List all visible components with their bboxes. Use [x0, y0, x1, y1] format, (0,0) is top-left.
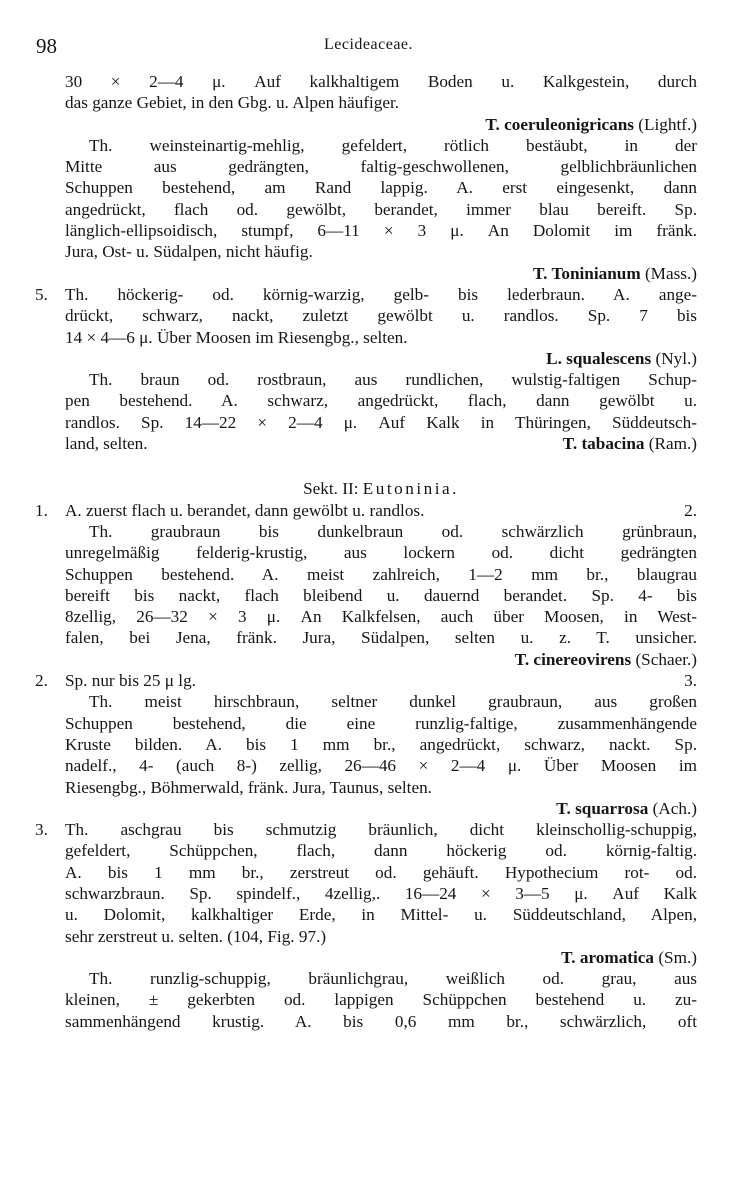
species-name: T. tabacina — [562, 434, 645, 454]
line-text: Schuppen bestehend, am Rand lappig. A. erst eingesenkt, dann — [65, 178, 697, 198]
text-line — [35, 500, 697, 521]
species-name-line — [563, 433, 697, 454]
line-text: A. bis 1 mm br., zerstreut od. gehäuft. Hypothecium rot- od. — [65, 862, 697, 882]
text-line — [65, 755, 697, 776]
species-name-line — [65, 649, 697, 670]
text-line — [65, 135, 697, 156]
species-author: (Sm.) — [654, 947, 697, 967]
species-name: L. squalescens — [546, 348, 652, 368]
section-heading — [65, 478, 697, 499]
key-number: 3. — [35, 820, 48, 840]
species-name: T. cinereovirens — [514, 649, 632, 669]
line-text: A. zuerst flach u. berandet, dann gewölbt u. randlos. — [65, 500, 425, 520]
species-author: (Lightf.) — [633, 114, 697, 134]
text-line — [65, 606, 697, 627]
text-line — [65, 926, 697, 947]
text-line — [65, 220, 697, 241]
text-line — [65, 521, 697, 542]
species-name-line — [65, 263, 697, 284]
line-text: gefeldert, Schüppchen, flach, dann höckerig od. körnig-faltig. — [65, 841, 697, 861]
line-text: unregelmäßig felderig-krustig, aus lockern od. dicht gedrängten — [65, 543, 697, 563]
species-name: T. aromatica — [561, 947, 655, 967]
line-text: Jura, Ost- u. Südalpen, nicht häufig. — [65, 242, 313, 262]
text-line — [65, 862, 697, 883]
species-name-line — [65, 348, 697, 369]
text-line — [65, 71, 697, 92]
line-text: Kruste bilden. A. bis 1 mm br., angedrückt, schwarz, nackt. Sp. — [65, 734, 697, 754]
text-line — [65, 904, 697, 925]
text-line — [65, 92, 697, 113]
line-text: sammenhängend krustig. A. bis 0,6 mm br., schwärzlich, oft — [65, 1011, 697, 1031]
text-line — [35, 284, 697, 305]
text-line — [65, 177, 697, 198]
text-line — [65, 585, 697, 606]
text-line — [65, 305, 697, 326]
line-text: Schuppen bestehend, die eine runzlig-faltige, zusammenhängende — [65, 713, 697, 733]
text-line — [65, 734, 697, 755]
text-line — [65, 156, 697, 177]
line-text: Th. runzlig-schuppig, bräunlichgrau, weißlich od. grau, aus — [89, 969, 697, 989]
line-text: Riesengbg., Böhmerwald, fränk. Jura, Taunus, selten. — [65, 777, 432, 797]
lead-number: 2. — [684, 500, 697, 520]
line-text: u. Dolomit, kalkhaltiger Erde, in Mittel- u. Süddeutschland, Alpen, — [65, 905, 697, 925]
page-body — [35, 71, 697, 1032]
species-author: (Nyl.) — [651, 348, 697, 368]
text-line — [65, 564, 697, 585]
text-line — [65, 412, 697, 433]
line-text: pen bestehend. A. schwarz, angedrückt, flach, dann gewölbt u. — [65, 391, 697, 411]
text-line — [65, 627, 697, 648]
text-line — [65, 199, 697, 220]
section-name: Eutoninia. — [362, 479, 459, 499]
text-line — [35, 670, 697, 691]
text-line — [65, 691, 697, 712]
text-line — [65, 542, 697, 563]
text-line — [65, 390, 697, 411]
text-line — [65, 713, 697, 734]
line-text: 14 × 4—6 μ. Über Moosen im Riesengbg., selten. — [65, 327, 408, 347]
line-text: Th. graubraun bis dunkelbraun od. schwärzlich grünbraun, — [89, 521, 697, 541]
text-line — [65, 1011, 697, 1032]
text-line — [35, 819, 697, 840]
line-text: 30 × 2—4 μ. Auf kalkhaltigem Boden u. Kalkgestein, durch — [65, 72, 697, 91]
running-title: Lecideaceae. — [323, 36, 414, 53]
species-name: T. Toninianum — [533, 263, 641, 283]
line-text: drückt, schwarz, nackt, zuletzt gewölbt u. randlos. Sp. 7 bis — [65, 306, 697, 326]
text-line — [65, 433, 697, 454]
line-text: nadelf., 4- (auch 8-) zellig, 26—46 × 2—4 μ. Über Moosen im — [65, 756, 697, 776]
text-line — [65, 840, 697, 861]
line-text: Th. meist hirschbraun, seltner dunkel graubraun, aus großen — [89, 692, 697, 712]
species-author: (Mass.) — [640, 263, 697, 283]
text-line — [65, 327, 697, 348]
page-header — [0, 34, 737, 58]
species-author: (Ach.) — [648, 798, 697, 818]
species-author: (Ram.) — [644, 434, 697, 454]
key-number: 1. — [35, 500, 48, 520]
line-text: länglich-ellipsoidisch, stumpf, 6—11 × 3 μ. An Dolomit im fränk. — [65, 221, 697, 241]
line-text: randlos. Sp. 14—22 × 2—4 μ. Auf Kalk in Thüringen, Süddeutsch- — [65, 412, 697, 432]
line-text: angedrückt, flach od. gewölbt, berandet, immer blau bereift. Sp. — [65, 199, 697, 219]
line-text: Mitte aus gedrängten, faltig-geschwollenen, gelblichbräunlichen — [65, 157, 697, 177]
lead-number: 3. — [684, 671, 697, 691]
text-line — [65, 883, 697, 904]
species-name-line — [65, 947, 697, 968]
line-text: das ganze Gebiet, in den Gbg. u. Alpen häufiger. — [65, 93, 400, 113]
line-text: Th. weinsteinartig-mehlig, gefeldert, rötlich bestäubt, in der — [89, 135, 697, 155]
text-line — [65, 968, 697, 989]
key-number: 5. — [35, 284, 48, 304]
species-author: (Schaer.) — [631, 649, 697, 669]
text-line — [65, 989, 697, 1010]
species-name: T. squarrosa — [556, 798, 649, 818]
line-text: Sp. nur bis 25 μ lg. — [65, 671, 196, 691]
line-text: Schuppen bestehend. A. meist zahlreich, 1—2 mm br., blaugrau — [65, 564, 697, 584]
key-number: 2. — [35, 671, 48, 691]
line-text: bereift bis nackt, flach bleibend u. dauernd berandet. Sp. 4- bis — [65, 585, 697, 605]
page-number: 98 — [36, 34, 57, 58]
line-text: schwarzbraun. Sp. spindelf., 4zellig,. 16—24 × 3—5 μ. Auf Kalk — [65, 883, 697, 903]
line-text: falen, bei Jena, fränk. Jura, Südalpen, selten u. z. T. unsicher. — [65, 628, 697, 648]
line-text: sehr zerstreut u. selten. (104, Fig. 97.) — [65, 926, 327, 946]
line-text: Th. aschgrau bis schmutzig bräunlich, dicht kleinschollig-schuppig, — [65, 820, 697, 840]
species-name-line — [65, 114, 697, 135]
line-text: Th. höckerig- od. körnig-warzig, gelb- bis lederbraun. A. ange- — [65, 284, 697, 304]
section-label: Sekt. II: — [303, 479, 363, 499]
species-name-line — [65, 798, 697, 819]
line-text: kleinen, ± gekerbten od. lappigen Schüppchen bestehend u. zu- — [65, 990, 697, 1010]
text-line — [65, 369, 697, 390]
line-text: 8zellig, 26—32 × 3 μ. An Kalkfelsen, auch über Moosen, in West- — [65, 607, 697, 627]
section-gap — [65, 454, 697, 478]
text-line — [65, 777, 697, 798]
line-text: Th. braun od. rostbraun, aus rundlichen, wulstig-faltigen Schup- — [89, 370, 697, 390]
text-line — [65, 241, 697, 262]
line-text: land, selten. — [65, 434, 148, 454]
species-name: T. coeruleonigricans — [485, 114, 634, 134]
